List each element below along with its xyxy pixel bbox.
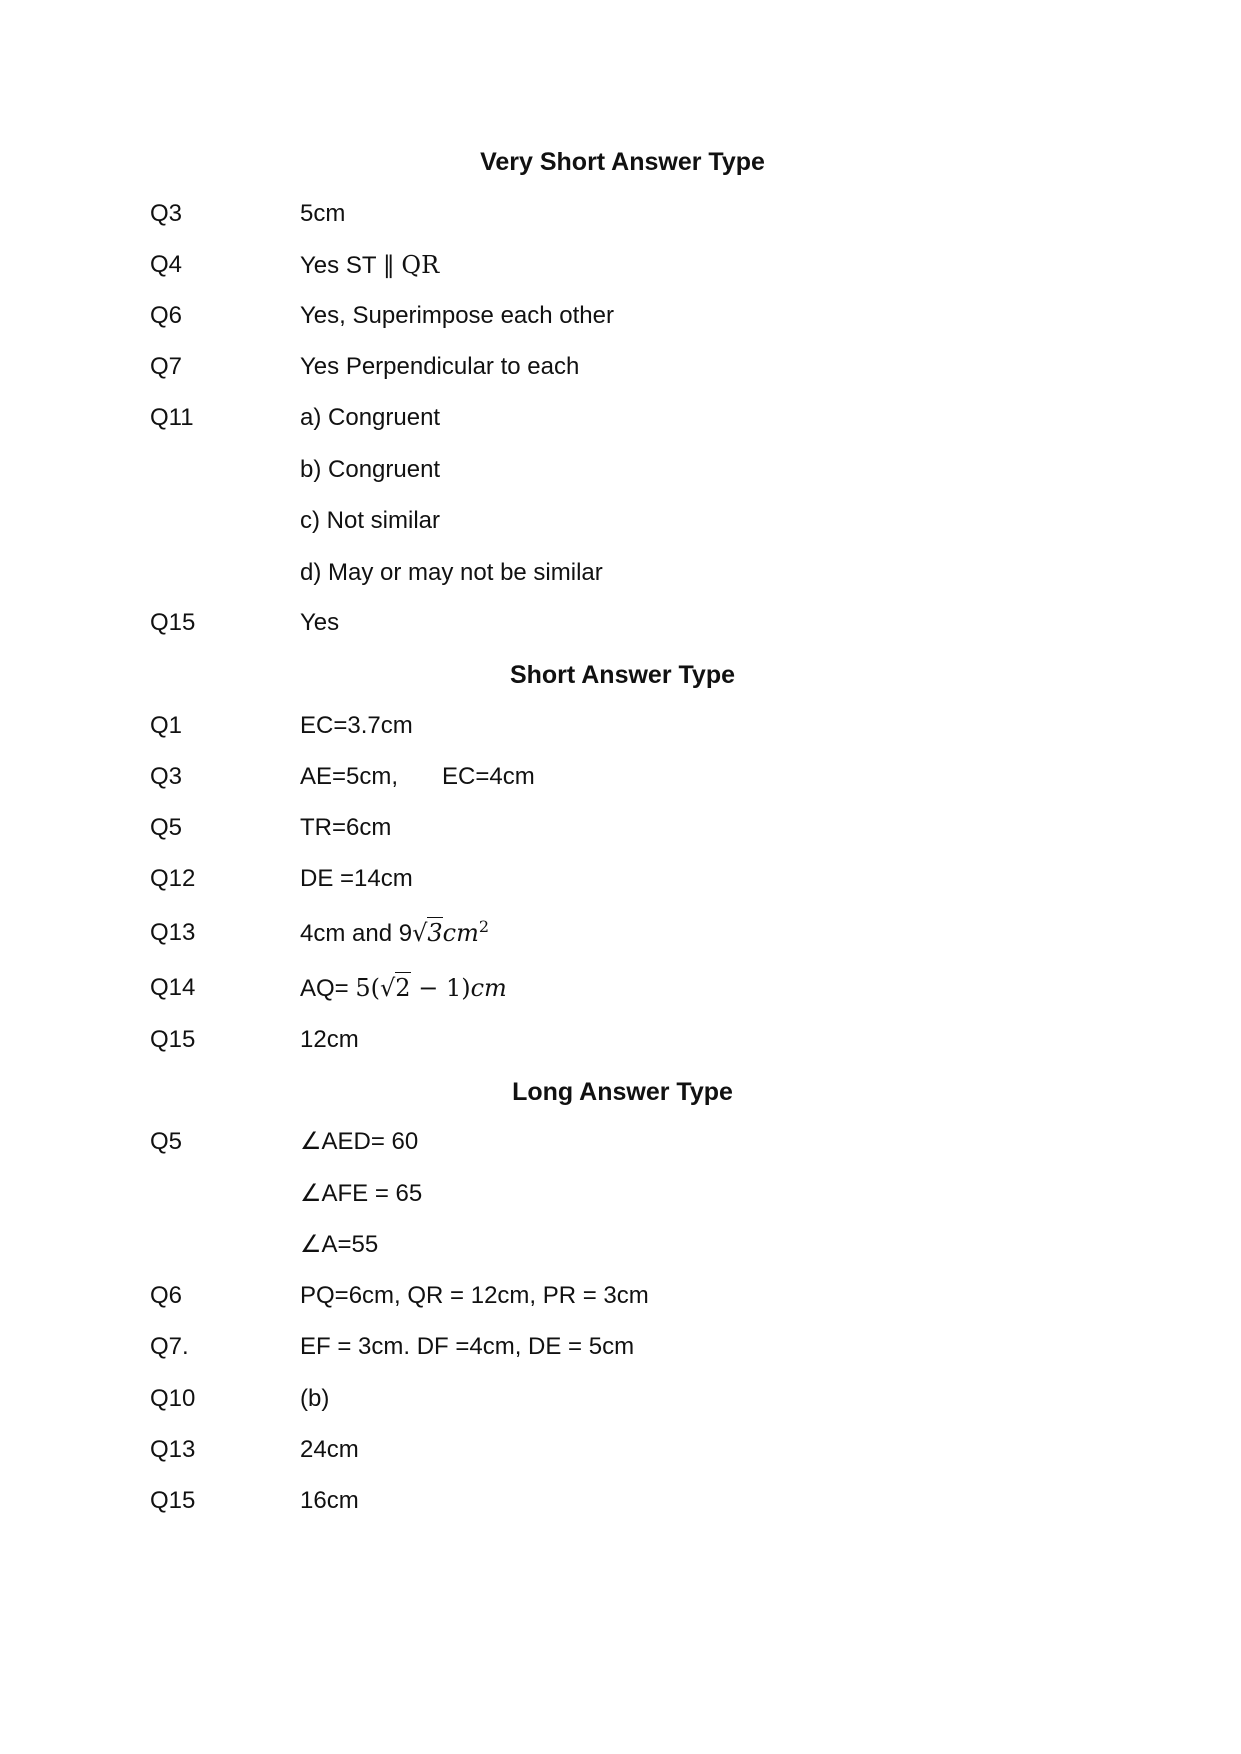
answer-text: 24cm bbox=[300, 1436, 359, 1463]
answer-text: DE =14cm bbox=[300, 865, 413, 892]
question-label: Q3 bbox=[150, 763, 183, 790]
answer-text: b) Congruent bbox=[300, 456, 441, 483]
answer-text: d) May or may not be similar bbox=[300, 559, 603, 586]
question-label: Q5 bbox=[150, 1128, 183, 1155]
sqrt-radicand: 3 bbox=[427, 919, 443, 947]
answer-text: 4cm and $9√3cm^2$ bbox=[300, 917, 490, 947]
answer-text: AQ= 5(√2 − 1)cm bbox=[300, 974, 507, 1002]
answer-unit: cm bbox=[470, 974, 507, 1002]
answer-text: 5cm bbox=[300, 200, 346, 227]
answer-text: 16cm bbox=[300, 1487, 359, 1514]
answer-text: 12cm bbox=[300, 1026, 359, 1053]
question-label: Q15 bbox=[150, 609, 196, 636]
math-after: − 1) bbox=[410, 974, 471, 1002]
answer-text: ∠AFE = 65 bbox=[300, 1180, 423, 1207]
question-label: Q10 bbox=[150, 1385, 196, 1412]
answer-text: EC=3.7cm bbox=[300, 712, 413, 739]
answer-math: QR bbox=[401, 251, 440, 279]
math-before: 5( bbox=[355, 974, 380, 1002]
question-label: Q5 bbox=[150, 814, 183, 841]
answer-text: ∠AED= 60 bbox=[300, 1128, 419, 1155]
question-label: Q11 bbox=[150, 404, 194, 431]
answer-prefix: AQ= bbox=[300, 975, 356, 1002]
section-heading-long: Long Answer Type bbox=[512, 1078, 733, 1106]
question-label: Q4 bbox=[150, 251, 183, 278]
answer-exponent: 2 bbox=[478, 917, 490, 936]
answer-text: c) Not similar bbox=[300, 507, 441, 534]
answer-text: Yes, Superimpose each other bbox=[300, 302, 614, 329]
question-label: Q13 bbox=[150, 1436, 196, 1463]
answer-text: (b) bbox=[300, 1385, 330, 1412]
sqrt-radicand: 2 bbox=[395, 974, 411, 1002]
question-label: Q15 bbox=[150, 1487, 196, 1514]
answer-text: a) Congruent bbox=[300, 404, 441, 431]
answer-text bbox=[300, 762, 535, 792]
answer-text: Yes bbox=[300, 609, 340, 636]
answer-unit: cm bbox=[442, 919, 479, 947]
answer-text: PQ=6cm, QR = 12cm, PR = 3cm bbox=[300, 1282, 649, 1309]
answer-text: TR=6cm bbox=[300, 814, 392, 841]
answer-text: Yes Perpendicular to each bbox=[300, 353, 580, 380]
question-label: Q6 bbox=[150, 302, 183, 329]
question-label: Q15 bbox=[150, 1026, 196, 1053]
question-label: Q14 bbox=[150, 974, 196, 1001]
question-label: Q3 bbox=[150, 200, 183, 227]
question-label: Q12 bbox=[150, 865, 196, 892]
question-label: Q6 bbox=[150, 1282, 183, 1309]
section-heading-very-short: Very Short Answer Type bbox=[480, 148, 765, 176]
answer-text: ∠A=55 bbox=[300, 1231, 379, 1258]
answer-part-2: EC=4cm bbox=[442, 763, 535, 790]
answer-part-1: AE=5cm, bbox=[300, 763, 399, 790]
section-heading-short: Short Answer Type bbox=[509, 661, 736, 689]
answer-text: EF = 3cm. DF =4cm, DE = 5cm bbox=[300, 1333, 635, 1360]
question-label: Q7. bbox=[150, 1333, 189, 1360]
answer-prefix: Yes ST ∥ bbox=[300, 252, 402, 279]
answer-prefix: 4cm and 9 bbox=[300, 920, 413, 947]
question-label: Q1 bbox=[150, 712, 183, 739]
question-label: Q13 bbox=[150, 919, 196, 946]
answer-text bbox=[300, 250, 439, 281]
question-label: Q7 bbox=[150, 353, 183, 380]
